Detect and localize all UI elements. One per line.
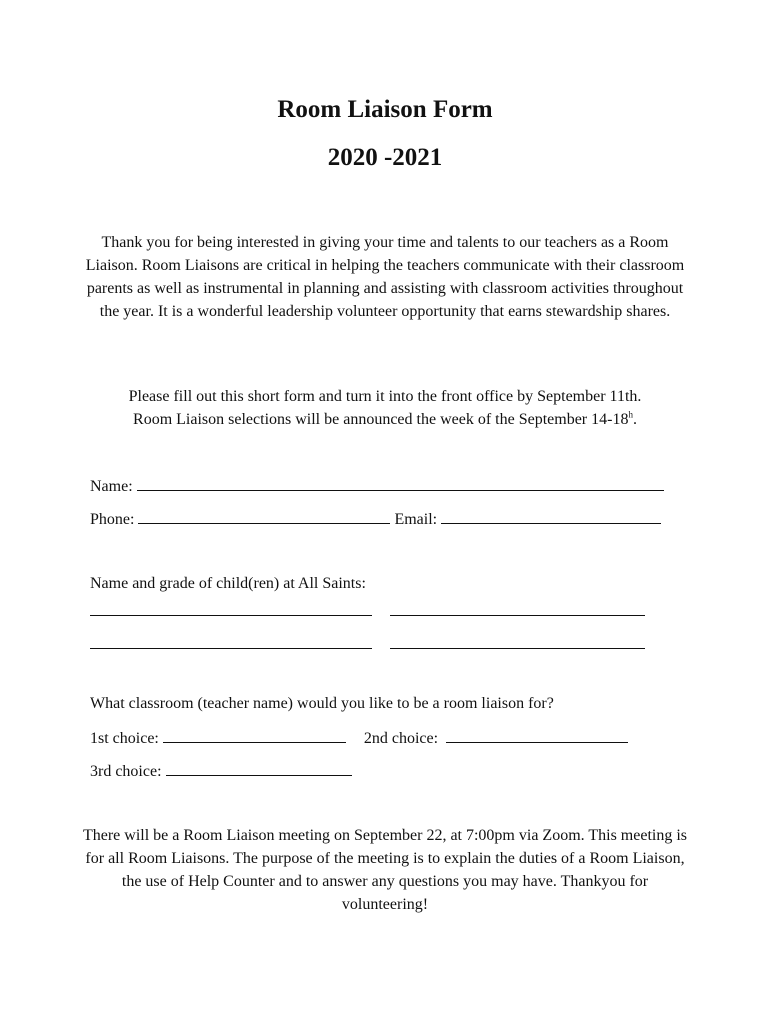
name-label: Name: xyxy=(90,478,133,495)
child-field-1[interactable] xyxy=(90,600,372,616)
choice-row-3 xyxy=(90,760,352,782)
choice3-field[interactable] xyxy=(166,760,352,776)
email-field[interactable] xyxy=(441,508,661,524)
children-row-2 xyxy=(90,633,645,655)
form-year: 2020 -2021 xyxy=(327,144,443,171)
deadline-line-2: Room Liaison selections will be announced the week of the September 14-18 xyxy=(133,411,629,428)
email-label: Email: xyxy=(394,511,438,528)
name-field[interactable] xyxy=(137,475,664,491)
choice3-label: 3rd choice: xyxy=(90,763,162,780)
deadline-superscript: h xyxy=(628,409,633,420)
children-row-1 xyxy=(90,600,645,622)
choice2-field[interactable] xyxy=(446,727,628,743)
child-field-4[interactable] xyxy=(390,633,645,649)
children-label: Name and grade of child(ren) at All Saints: xyxy=(90,575,366,592)
child-field-2[interactable] xyxy=(390,600,645,616)
closing-paragraph: There will be a Room Liaison meeting on September 22, at 7:00pm via Zoom. This meeting is for all Room Liaisons. The purpose of the meeting is to explain the duties of a Room Liaison, the use of Help Counter and to answer any questions you may have. Thankyou for volunteering! xyxy=(82,827,688,913)
phone-email-row xyxy=(90,508,661,530)
choice-row-1 xyxy=(90,727,628,749)
choice1-label: 1st choice: xyxy=(90,730,159,747)
form-title: Room Liaison Form xyxy=(277,96,493,123)
name-row xyxy=(90,475,664,497)
child-field-3[interactable] xyxy=(90,633,372,649)
deadline-period: . xyxy=(632,411,637,428)
phone-field[interactable] xyxy=(138,508,390,524)
choice2-label: 2nd choice: xyxy=(363,730,439,747)
deadline-paragraph xyxy=(80,385,690,431)
deadline-line-1: Please fill out this short form and turn it into the front office by September 11th. xyxy=(128,388,642,405)
classroom-question: What classroom (teacher name) would you like to be a room liaison for? xyxy=(90,695,554,712)
choice1-field[interactable] xyxy=(163,727,346,743)
intro-paragraph: Thank you for being interested in giving your time and talents to our teachers as a Room Liaison. Room Liaisons are critical in helping the teachers communicate with their classroom parents as well as instrumental in planning and assisting with classroom activities throughout the year. It is a wonderful leadership volunteer opportunity that earns stewardship shares. xyxy=(85,234,685,320)
phone-label: Phone: xyxy=(90,511,135,528)
